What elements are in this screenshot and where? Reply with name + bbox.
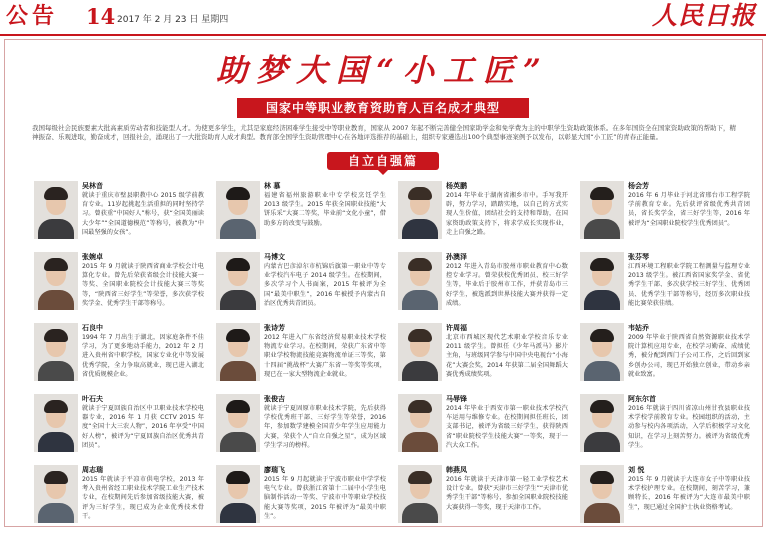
profile-name: 韦姑乔 [628, 324, 649, 332]
profile-name: 杨会芳 [628, 182, 649, 190]
portrait-shoulders [220, 290, 256, 310]
profile-card [212, 178, 392, 249]
profile-card [30, 320, 210, 391]
page-number: 14 [86, 4, 116, 29]
portrait-photo [34, 394, 78, 452]
profile-bio: 2016 年就读于天津市第一轻工业学校艺术设计专业。曾获“天津市三好学生”“天津市优秀学生干部”等称号，参加全国职业院校技能大赛获得一等奖，现于天津市工作。 [446, 476, 568, 511]
portrait-shoulders [584, 361, 620, 381]
portrait-hair [44, 400, 68, 413]
portrait-photo [216, 465, 260, 523]
masthead [0, 0, 766, 36]
profile-bio: 2016 年 6 月毕业于河北省邢台市工程学院学前教育专业。先后获评省级优秀共青团员，省长奖学金，省三好学生等，2016 年被评为“全国职业院校学生优秀团员”。 [628, 192, 750, 227]
profile-card [30, 391, 210, 462]
profile-card [394, 391, 574, 462]
portrait-photo [580, 394, 624, 452]
profile-bio: 2012 年进入青岛市胶州市职业教育中心数控专业学习。曾荣获校优秀团员、校三好学生等，毕业后于胶州市工作，并获青岛市三好学生，被选派到世界技能大赛并获得一定成绩。 [446, 263, 568, 307]
profile-bio: 2014 年毕业于西安市第一职业技术学校汽车运用与维修专业。在校期间担任班长，团支部书记，被评为省级三好学生，获得陕西省“职业院校学生技能大赛”一等奖，现于一汽大众工作。 [446, 405, 568, 449]
portrait-photo [398, 181, 442, 239]
profile-card [576, 391, 756, 462]
profile-card [576, 178, 756, 249]
profile-name: 张婉卓 [82, 253, 103, 261]
profile-card [30, 178, 210, 249]
profile-card [576, 249, 756, 320]
profile-name: 马博文 [264, 253, 285, 261]
portrait-shoulders [220, 432, 256, 452]
profile-card [212, 320, 392, 391]
portrait-photo [398, 252, 442, 310]
profile-bio: 就读于重庆市壁县职教中心 2015 级学前教育专业。11岁起挑起生活重担的同时坚持学习。曾获重“中国好人”称号，获“全国美丽读大少年”“全国道德模范”等称号，被教为“中国最坚强的女孩”。 [82, 192, 204, 236]
profile-name: 廖瑞飞 [264, 466, 285, 474]
profile-bio: 2016 年就读于四川省凉山州甘孜县职业技术学校学前教育专业。校园组织的活动，主动参与校内各项活动，入学后积极学习文化知识，在学习上刻苦努力。被评为省级优秀学生。 [628, 405, 750, 449]
portrait-shoulders [38, 361, 74, 381]
portrait-shoulders [220, 503, 256, 523]
portrait-photo [398, 323, 442, 381]
portrait-shoulders [584, 503, 620, 523]
portrait-photo [34, 252, 78, 310]
portrait-shoulders [402, 361, 438, 381]
portrait-hair [408, 187, 432, 200]
profile-name: 杨英鹏 [446, 182, 467, 190]
portrait-shoulders [584, 290, 620, 310]
portrait-shoulders [38, 219, 74, 239]
portrait-hair [44, 329, 68, 342]
profile-bio: 2014 年毕业于湖南省湘乡市中。手写我开辟，努力学习，踏踏实地，以自己的方式实现人生价值，团结社会的支持和帮助，在国家资助政策支持下，将求学成长实现作业，走上自强之路。 [446, 192, 568, 236]
profile-name: 张诗芳 [264, 324, 285, 332]
portrait-hair [408, 258, 432, 271]
portrait-hair [590, 187, 614, 200]
profile-card [212, 249, 392, 320]
portrait-hair [44, 258, 68, 271]
profile-card [30, 249, 210, 320]
portrait-shoulders [38, 503, 74, 523]
profile-name: 张俊吉 [264, 395, 285, 403]
profile-card [212, 391, 392, 462]
portrait-hair [590, 258, 614, 271]
portrait-hair [590, 329, 614, 342]
portrait-shoulders [220, 361, 256, 381]
profile-name: 吴林音 [82, 182, 103, 190]
portrait-photo [216, 181, 260, 239]
portrait-photo [580, 181, 624, 239]
portrait-hair [226, 187, 250, 200]
profile-bio: 北京市西城区现代艺术职业学校音乐专业 2011 级学生。曾担任《少年马派马》影片主角，与班级同学参与中国中央电视台“小海花”大赛会奖，2014 年获第二届全国舞蹈大赛优秀成绩奖项。 [446, 334, 568, 378]
profile-card [394, 320, 574, 391]
portrait-shoulders [38, 290, 74, 310]
section-tab: 自立自强篇 [327, 152, 439, 170]
profile-card [576, 320, 756, 391]
portrait-hair [590, 471, 614, 484]
profile-bio: 2015 年 9 月就读于大连市女子中等职业技术学校护理专业。在校期间，刻苦学习，兼顾特长，2016 年被评为“大连市最美中职生”，现已通过全国护士执业资格考试。 [628, 476, 750, 511]
portrait-shoulders [38, 432, 74, 452]
portrait-hair [44, 471, 68, 484]
portrait-hair [408, 471, 432, 484]
profile-bio: 就读于宁夏回族自治区中卫职业技术学校电器专业，2016 年 1 月获 CCTV 2015 年度“全国十大三农人物”，2016 年享受“中国好人榜”，被评为“宁夏回族自治区优秀共青团员”。 [82, 405, 204, 449]
profile-card [30, 462, 210, 533]
portrait-hair [590, 400, 614, 413]
portrait-photo [398, 465, 442, 523]
section-name: 公告 [6, 3, 59, 29]
intro-paragraph: 我国每级社会民族要素大批高素质劳动者和技能型人才。为使更多学生，尤其是家庭经济困难学生接受中等职业教育，国家从 2007 年起不断完善健全国家助学金和免学费为主的中职学生资助政策体系。在多年国资全在国家资助政策的帮助下，精神振奋、乐观进取，勤奋成才，回报社会，涌现出了一大批资助育人成才典型。教育部全国学生资助管理中心在各地评选推荐的基础上，组织专家遴选出100个典型事迹案例予以发布，以彰显大国“小工匠”的青春正能量。 [32, 124, 736, 141]
portrait-photo [34, 465, 78, 523]
profile-name: 阿东尔首 [628, 395, 656, 403]
portrait-shoulders [402, 290, 438, 310]
issue-date: 2017 年 2 月 23 日 星期四 [117, 15, 229, 25]
portrait-hair [226, 471, 250, 484]
portrait-hair [226, 258, 250, 271]
profile-name: 周志瑞 [82, 466, 103, 474]
profile-name: 韩燕凤 [446, 466, 467, 474]
profile-grid [30, 178, 756, 533]
profile-name: 林 慕 [264, 182, 281, 190]
portrait-shoulders [402, 503, 438, 523]
portrait-hair [226, 400, 250, 413]
portrait-hair [226, 329, 250, 342]
profile-bio: 就读于宁夏固原市职业技术学院，先后获得学校优秀班干部、三好学生等荣誉，2016 年，参加数学建模全国青少年学生应用能力大赛，荣获个人“自立自强之星”，成为区域学生学习的榜样。 [264, 405, 386, 449]
portrait-photo [216, 323, 260, 381]
profile-bio: 2012 年进入广东省经济贸易职业技术学校物流专业学习。在校期间，荣获广东省中等职业学校物流技能竞赛物流单证三等奖，第十四届“挑战杯”大赛广东省一等奖等奖项，现已在一家大型物流企业就业。 [264, 334, 386, 378]
portrait-hair [408, 400, 432, 413]
profile-name: 许周福 [446, 324, 467, 332]
portrait-shoulders [584, 432, 620, 452]
portrait-photo [580, 465, 624, 523]
portrait-photo [580, 323, 624, 381]
profile-name: 叶石夫 [82, 395, 103, 403]
headline: 助梦大国“小工匠” [216, 53, 550, 89]
profile-name: 刘 悦 [628, 466, 645, 474]
portrait-photo [216, 252, 260, 310]
portrait-hair [44, 187, 68, 200]
profile-bio: 2015 年 9 月起就读于宁波市职业中学学校电气专业。曾获浙江省第十二届中小学生电脑制作活动一等奖、宁波市中等职业学校技能大赛等奖项，2015 年被评为“最美中职生”。 [264, 476, 386, 520]
profile-card [394, 178, 574, 249]
profile-card [576, 462, 756, 533]
profile-name: 马辱锋 [446, 395, 467, 403]
profile-bio: 2015 年 9 月就读于陕西省商业学校会计电算化专业。曾先后荣获省级会计技能大赛一等奖、全国职业院校会计技能大赛三等奖等，“陕西省三好学生”等荣誉，多次获学校奖学金、优秀学生干部等称号。 [82, 263, 204, 307]
profile-bio: 江西环境工程职业学院工程测量与监理专业 2013 级学生。被江西省国家奖学金、省优秀学生干部、多次获学校三好学生、优秀团员、优秀学生干部等称号，经历多次职业技能比赛荣获佳绩。 [628, 263, 750, 307]
portrait-photo [216, 394, 260, 452]
profile-bio: 2009 年毕业于陕西省自然资源职业技术学院计算机应用专业，在校学习勤奋、成绩优秀，被分配到西门子公司工作，之后回到家乡创办公司，现已开始独立创业，带动乡亲就业致富。 [628, 334, 750, 378]
profile-card [394, 249, 574, 320]
profile-name: 石良中 [82, 324, 103, 332]
profile-name: 孙澳泽 [446, 253, 467, 261]
profile-name: 张芬琴 [628, 253, 649, 261]
portrait-photo [398, 394, 442, 452]
portrait-photo [580, 252, 624, 310]
newspaper-logo: 人民日报 [651, 1, 756, 30]
portrait-shoulders [584, 219, 620, 239]
profile-bio: 内蒙古巴彦淖尔市杭锦后旗第一职业中等专业学校汽车电子 2014 级学生。在校期间，多次学习个人书面案，2015 年被评为全国“最美中职生”，2016 年被授予内蒙古自治区优秀共青团员。 [264, 263, 386, 307]
portrait-photo [34, 323, 78, 381]
portrait-hair [408, 329, 432, 342]
portrait-shoulders [402, 219, 438, 239]
portrait-shoulders [402, 432, 438, 452]
subtitle-banner: 国家中等职业教育资助育人百名成才典型 [237, 98, 529, 118]
profile-bio: 福建省福州旅游职业中专学校烹饪学生 2013 级学生。2015 年获全国职业技能“大饼乐采”大赛二等奖，毕业前“文化小童”，借助多方的改变与鼓励。 [264, 192, 386, 227]
portrait-photo [34, 181, 78, 239]
profile-card [394, 462, 574, 533]
profile-bio: 1994 年 7 月出生于湖北，因家庭条件不佳学习，为了更多地动手能力，2012 年 2 月进入贵州省中职学校，国家专业化中等发展优秀学院，全力争取高就业，现已进入湖北省优质规模企业。 [82, 334, 204, 378]
profile-card [212, 462, 392, 533]
portrait-shoulders [220, 219, 256, 239]
profile-bio: 2015 年就读于平凉市供电学校，2013 年考入贵州省经工职业技术学院工业生产技术专业，在校期间先后参加省级技能大赛，被评为三好学生，现已成为企业优秀技术骨干。 [82, 476, 204, 520]
